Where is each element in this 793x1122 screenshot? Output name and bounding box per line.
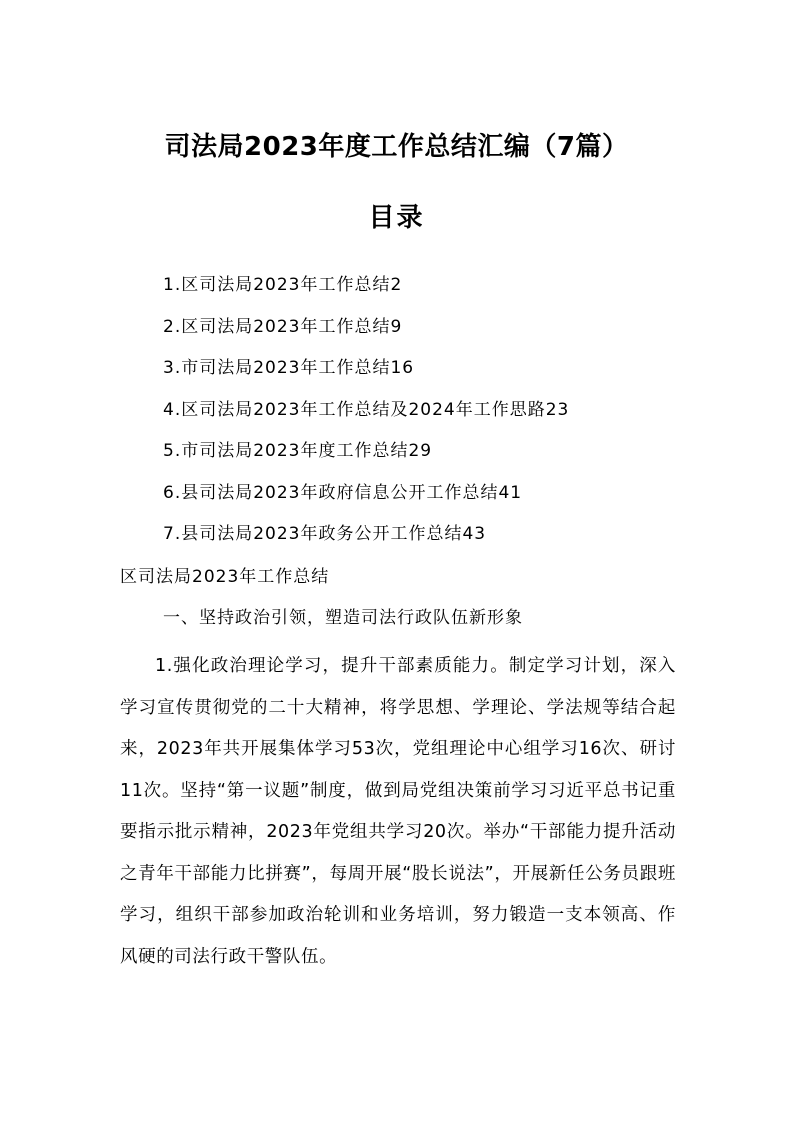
toc-item-2[interactable]: 2.区司法局2023年工作总结9 xyxy=(163,316,403,337)
toc-item-1[interactable]: 1.区司法局2023年工作总结2 xyxy=(163,275,403,295)
toc-item-4[interactable]: 4.区司法局2023年工作总结及2024年工作思路23 xyxy=(163,399,570,420)
toc-item-7[interactable]: 7.县司法局2023年政务公开工作总结43 xyxy=(163,524,487,544)
document-title: 司法局2023年度工作总结汇编（7篇） xyxy=(164,132,629,162)
toc-item-6[interactable]: 6.县司法局2023年政府信息公开工作总结41 xyxy=(163,482,523,503)
section-title: 区司法局2023年工作总结 xyxy=(120,567,330,587)
subsection-heading: 一、坚持政治引领，塑造司法行政队伍新形象 xyxy=(163,608,523,628)
toc-heading: 目录 xyxy=(368,203,425,233)
table-of-contents xyxy=(163,271,569,562)
toc-item-3[interactable]: 3.市司法局2023年工作总结16 xyxy=(163,358,415,378)
body-paragraph: 1.强化政治理论学习，提升干部素质能力。制定学习计划，深入学习宣传贯彻党的二十大精神，将学思想、学理论、学法规等结合起来，2023年共开展集体学习53次，党组理论中心组学习16次、研讨11次。坚持“第一议题”制度，做到局党组决策前学习习近平总书记重要指示批示精神，2023年党组共学习20次。举办“干部能力提升活动之青年干部能力比拼赛”，每周开展“股长说法”，开展新任公务员跟班学习，组织干部参加政治轮训和业务培训，努力锻造一支本领高、作风硬的司法行政干警队伍。 xyxy=(120,656,676,967)
toc-item-5[interactable]: 5.市司法局2023年度工作总结29 xyxy=(163,441,433,461)
